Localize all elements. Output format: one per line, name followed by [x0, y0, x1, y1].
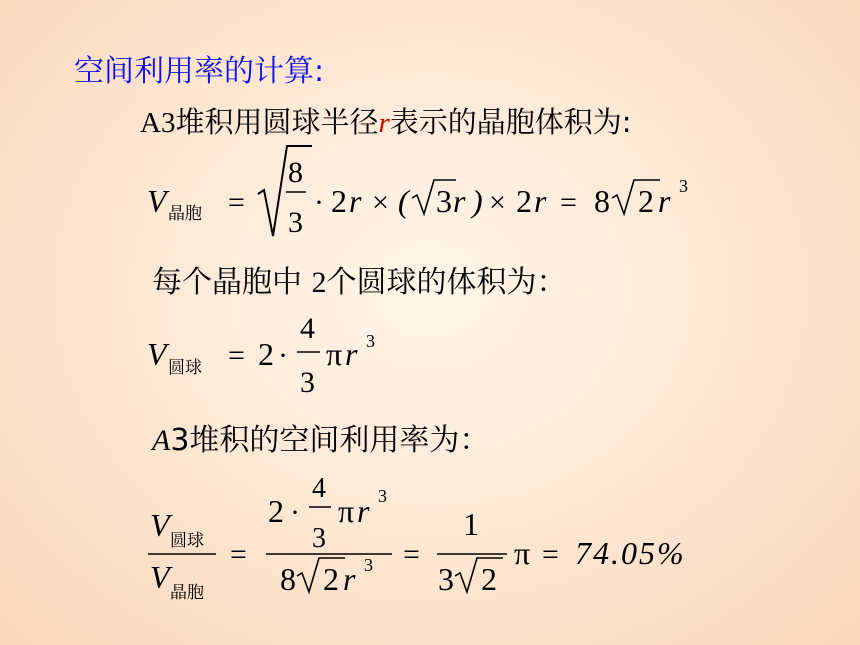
- eq3-subscript-bot: 晶胞: [170, 583, 204, 603]
- eq3-num-two: 2: [268, 493, 284, 529]
- intro-text-post: 表示的晶胞体积为:: [389, 105, 632, 139]
- eq1-exponent: 3: [679, 176, 688, 196]
- eq3-V-bot: V: [150, 559, 170, 595]
- eq1-times-b: ×: [489, 186, 506, 219]
- eq3-den-two: 2: [323, 561, 339, 597]
- eq3-small-frac-den: 3: [312, 523, 326, 554]
- eq1-frac-den: 3: [288, 206, 303, 239]
- eq1-sqrt3: 3: [436, 183, 452, 219]
- line2-post: 个圆球的体积为：: [326, 265, 567, 300]
- equation-unit-cell-volume: [147, 146, 688, 239]
- eq3-den-eight: 8: [280, 561, 296, 597]
- eq1-subscript: 晶胞: [168, 204, 202, 224]
- eq1-frac-num: 8: [288, 156, 303, 189]
- section-heading: 空间利用率的计算:: [74, 54, 325, 89]
- eq3-num-r: r: [357, 493, 370, 529]
- eq3-den-r: r: [343, 561, 356, 597]
- eq3-subscript-top: 圆球: [170, 531, 204, 551]
- eq1-r-a: r: [349, 183, 362, 219]
- eq2-V: V: [147, 336, 167, 372]
- eq2-pi: π: [326, 336, 343, 372]
- eq2-frac-num: 4: [300, 312, 315, 345]
- eq1-two-b: 2: [516, 183, 532, 219]
- eq3-equals-c: =: [542, 538, 559, 571]
- eq3-one: 1: [463, 506, 479, 542]
- eq3-num-dot: ·: [290, 496, 300, 529]
- eq3-den-two-b: 2: [481, 561, 497, 597]
- eq1-r-d: r: [658, 183, 671, 219]
- eq2-equals: =: [228, 339, 245, 372]
- packing-efficiency-intro: [152, 415, 489, 459]
- eq3-num-pi: π: [338, 493, 355, 529]
- intro-text-pre: A3堆积用圆球半径: [140, 107, 379, 139]
- eq2-r: r: [345, 336, 358, 372]
- eq3-den-exponent: 3: [364, 555, 373, 575]
- eq2-dot: ·: [278, 339, 288, 372]
- eq3-den-three: 3: [438, 561, 454, 597]
- eq3-equals: =: [230, 538, 247, 571]
- line3-A: A: [152, 424, 171, 457]
- eq1-r-b: r: [453, 183, 466, 219]
- eq2-frac-den: 3: [300, 366, 315, 399]
- eq2-two: 2: [258, 336, 274, 372]
- eq2-exponent: 3: [366, 331, 375, 351]
- eq1-right-paren: ): [472, 183, 483, 219]
- eq3-num-exponent: 3: [378, 486, 387, 506]
- eq2-subscript: 圆球: [168, 358, 202, 378]
- eq1-times-a: ×: [372, 186, 389, 219]
- equation-packing-efficiency: [148, 473, 686, 603]
- eq3-equals-b: =: [403, 538, 420, 571]
- sphere-volume-intro: [152, 257, 567, 301]
- eq1-two-a: 2: [331, 183, 347, 219]
- eq1-two-c: 2: [638, 183, 654, 219]
- eq3-V-top: V: [150, 507, 170, 543]
- eq1-V: V: [147, 183, 167, 219]
- eq3-pi: π: [514, 535, 531, 571]
- eq1-equals: =: [228, 186, 245, 219]
- eq1-equals-b: =: [560, 186, 577, 219]
- eq1-eight: 8: [594, 183, 610, 219]
- line3-rest: 3堆积的空间利用率为：: [170, 423, 490, 458]
- eq3-small-frac-num: 4: [312, 473, 326, 504]
- line2-pre: 每个晶胞中: [152, 265, 312, 300]
- eq1-dot: ·: [314, 186, 324, 219]
- eq1-left-paren: (: [398, 183, 409, 219]
- equation-sphere-volume: [147, 312, 375, 399]
- eq1-r-c: r: [534, 183, 547, 219]
- eq1-sqrt-sign: [258, 146, 312, 236]
- eq3-result: 74.05%: [575, 535, 686, 571]
- radius-symbol: r: [378, 107, 390, 139]
- line2-number: 2: [311, 266, 327, 299]
